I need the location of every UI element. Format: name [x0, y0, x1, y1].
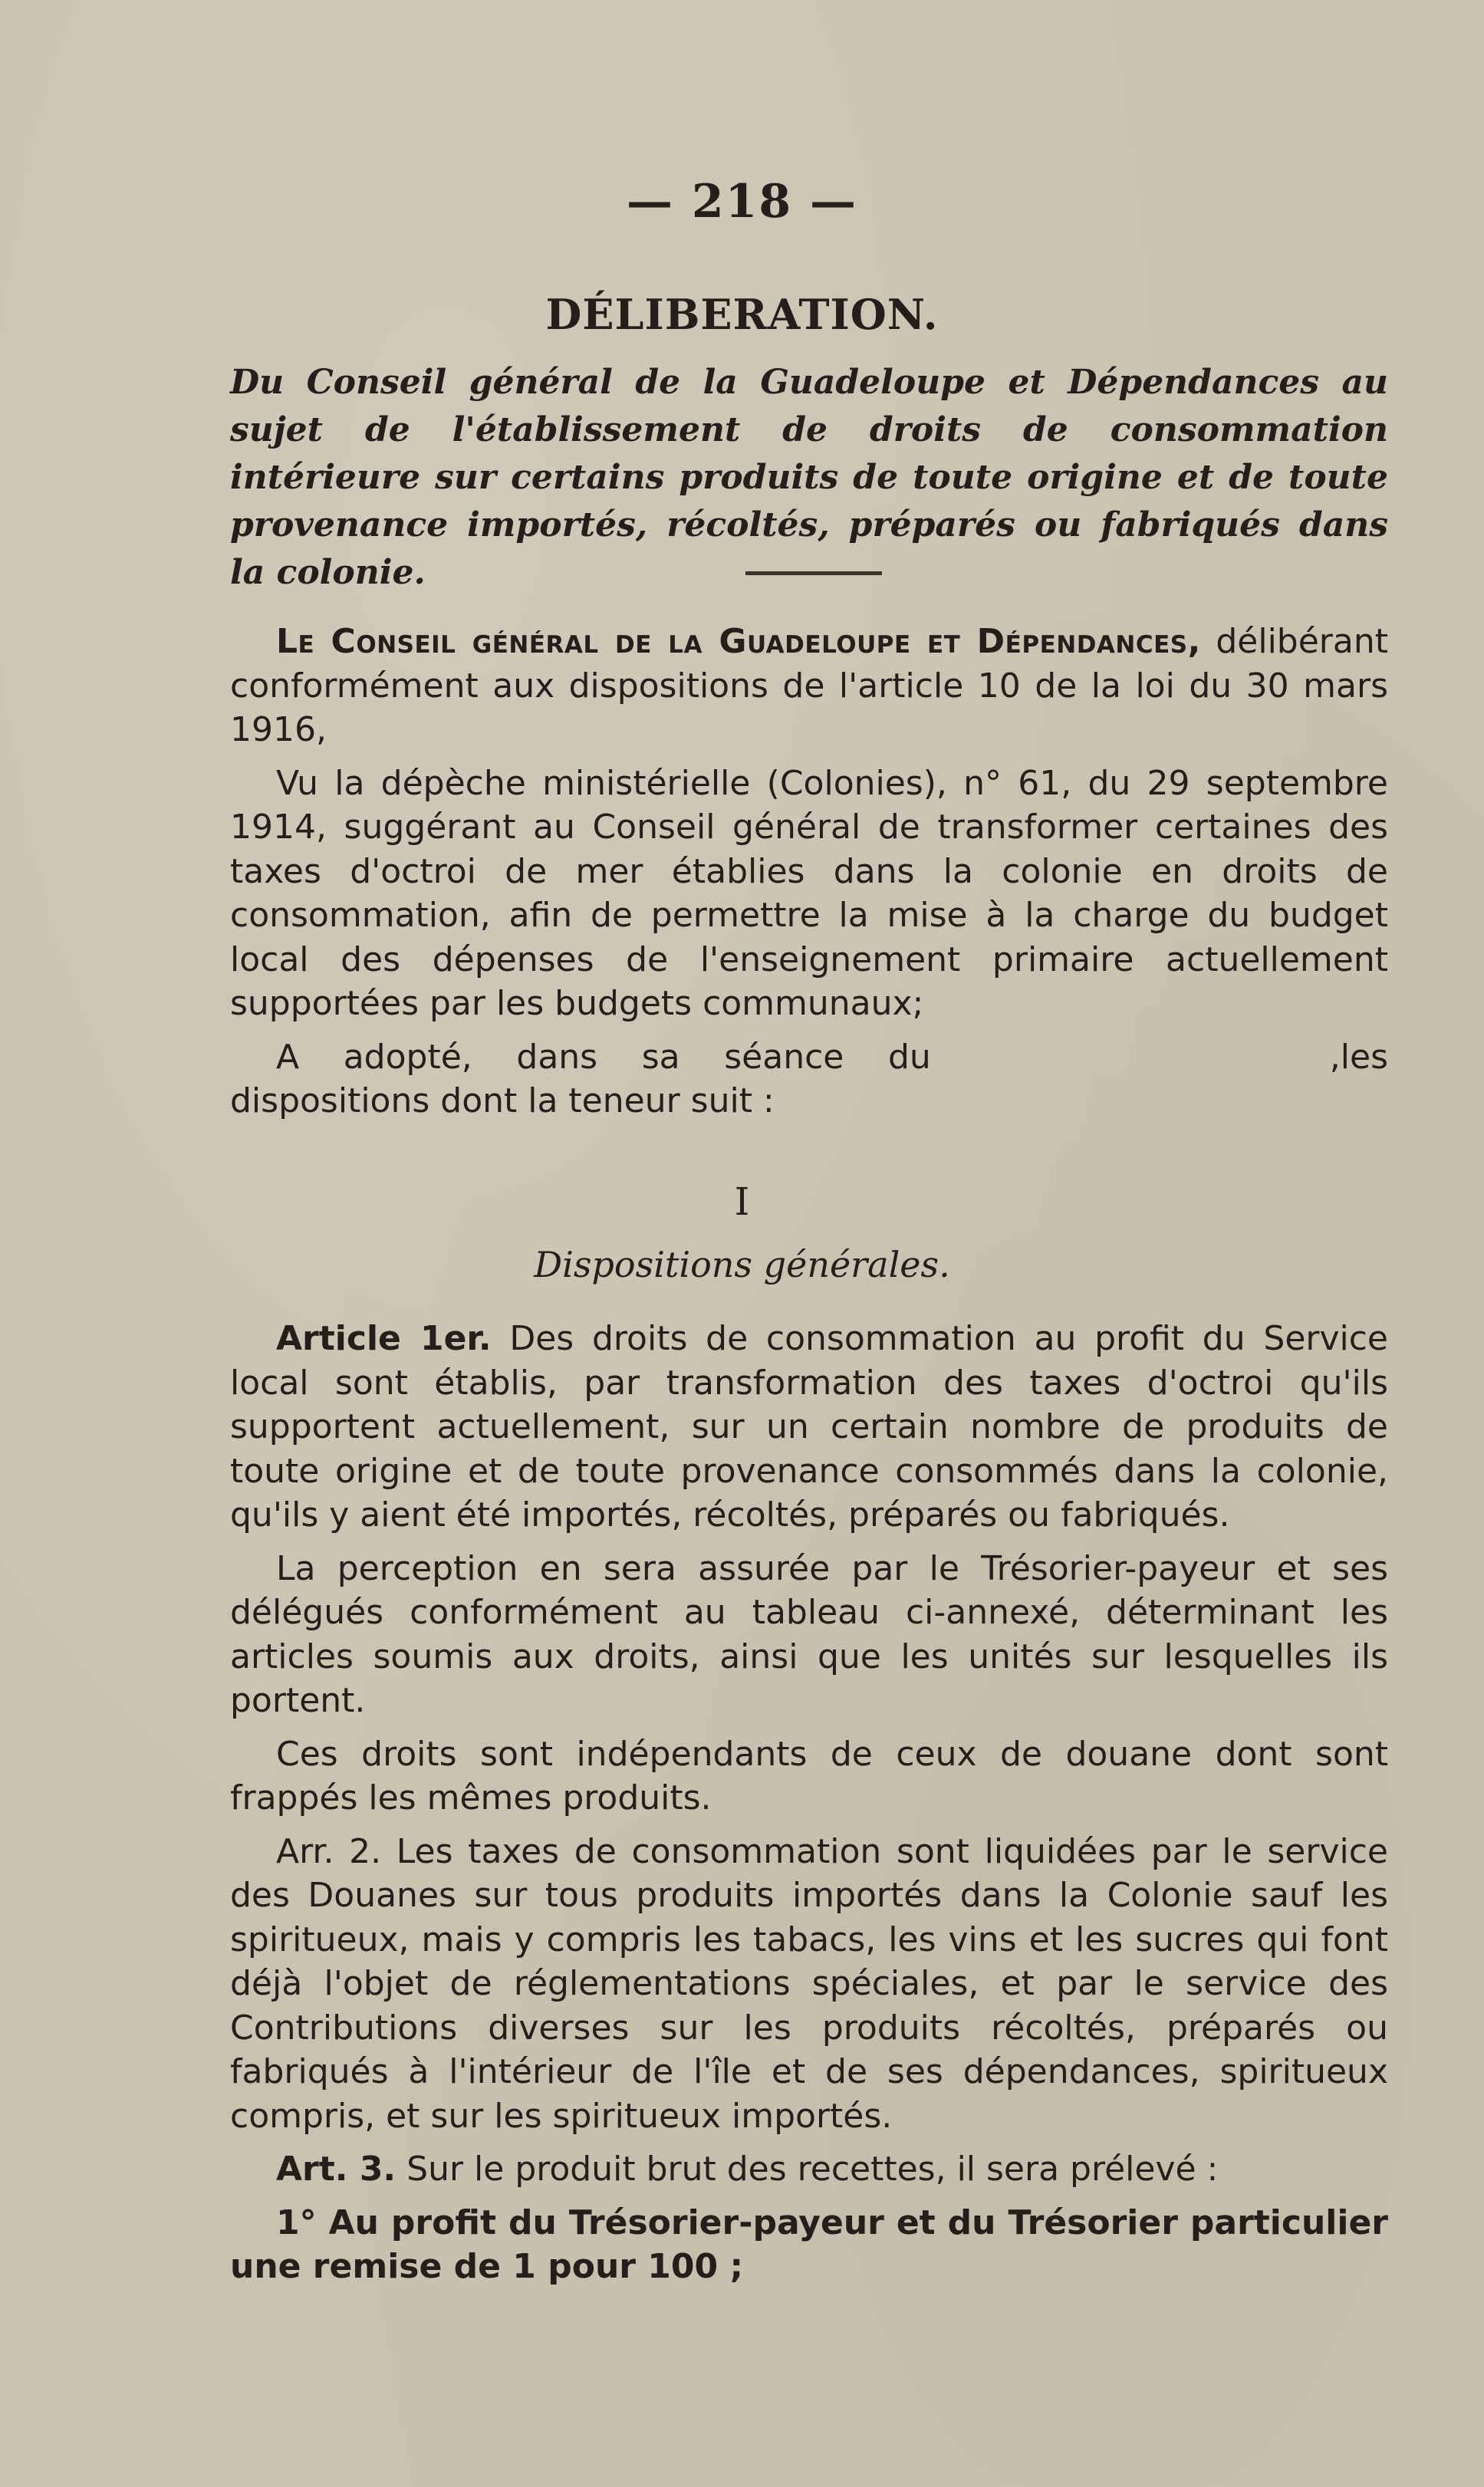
article-2 — [230, 1830, 1388, 2139]
title-separator — [745, 571, 882, 575]
article-1-text: Des droits de consommation au profit du Service local sont établis, par transformation des taxes d'octroi qu'ils supportent actuellement, sur un certain nombre de produits de toute origine et de toute provenance consommés dans la colonie, qu'ils y aient été importés, récoltés, préparés ou fabriqués. — [230, 1319, 1388, 1535]
document-title: DÉLIBERATION. — [545, 290, 939, 339]
vu-paragraph: Vu la dépèche ministérielle (Colonies), n° 61, du 29 septembre 1914, suggérant au Conseil général de transformer certaines des taxes d'octroi de mer établies dans la colonie en droits de consommation, afin de permettre la mise à la charge du budget local des dépenses de l'enseignement primaire actuellement supportées par les budgets communaux; — [230, 763, 1388, 1023]
adopte-end: ,les dispositions dont la teneur suit : — [230, 1037, 1388, 1120]
document-subtitle: Du Conseil général de la Guadeloupe et Dépendances au sujet de l'établissement de droits de consommation intérieure sur certains produits de toute origine et de toute provenance importés, récoltés, préparés ou fabriqués dans la colonie. — [230, 363, 1388, 592]
article-3-label: Art. 3. — [276, 2150, 397, 2189]
adopte-paragraph — [230, 1035, 1388, 1123]
adopte-start: A adopté, dans sa séance du — [276, 1037, 931, 1077]
article-1-label: Article 1er. — [276, 1319, 492, 1358]
page-number: — 218 — — [626, 175, 858, 229]
intro-paragraph — [230, 620, 1388, 752]
section-number: I — [734, 1179, 750, 1224]
article-1 — [230, 1317, 1388, 1538]
article-3-item-1: 1° Au profit du Trésorier-payeur et du Trésorier particulier une remise de 1 pour 100 ; — [230, 2202, 1388, 2286]
article-3-text: Sur le produit brut des recettes, il sera prélevé : — [406, 2150, 1219, 2189]
section-title: Dispositions générales. — [534, 1244, 950, 1285]
article-1-paragraph-2: La perception en sera assurée par le Trésorier-payeur et ses délégués conformément au tableau ci-annexé, déterminant les articles soumis aux droits, ainsi que les unités sur lesquelles ils portent. — [230, 1548, 1388, 1720]
article-3 — [230, 2147, 1388, 2192]
article-1-paragraph-3: Ces droits sont indépendants de ceux de douane dont sont frappés les mêmes produits. — [230, 1734, 1388, 1818]
deliberating-text: délibérant conformément aux dispositions de l'article 10 de la loi du 30 mars 1916, — [230, 622, 1388, 749]
articles-section — [230, 1317, 1388, 2289]
article-2-text: Les taxes de consommation sont liquidées par le service des Douanes sur tous produits importés dans la Colonie sauf les spiritueux, mais y compris les tabacs, les vins et les sucres qui font déjà l'objet de réglementations spéciales, et par le service des Contributions diverses sur les produits récoltés, préparés ou fabriqués à l'intérieur de l'île et de ses dépendances, spiritueux compris, et sur les spiritueux importés. — [230, 1831, 1388, 2136]
article-2-label: Arr. 2. — [276, 1831, 382, 1871]
council-name: Le Conseil général de la Guadeloupe et Dépendances, — [276, 622, 1201, 661]
intro-section — [230, 620, 1388, 1133]
